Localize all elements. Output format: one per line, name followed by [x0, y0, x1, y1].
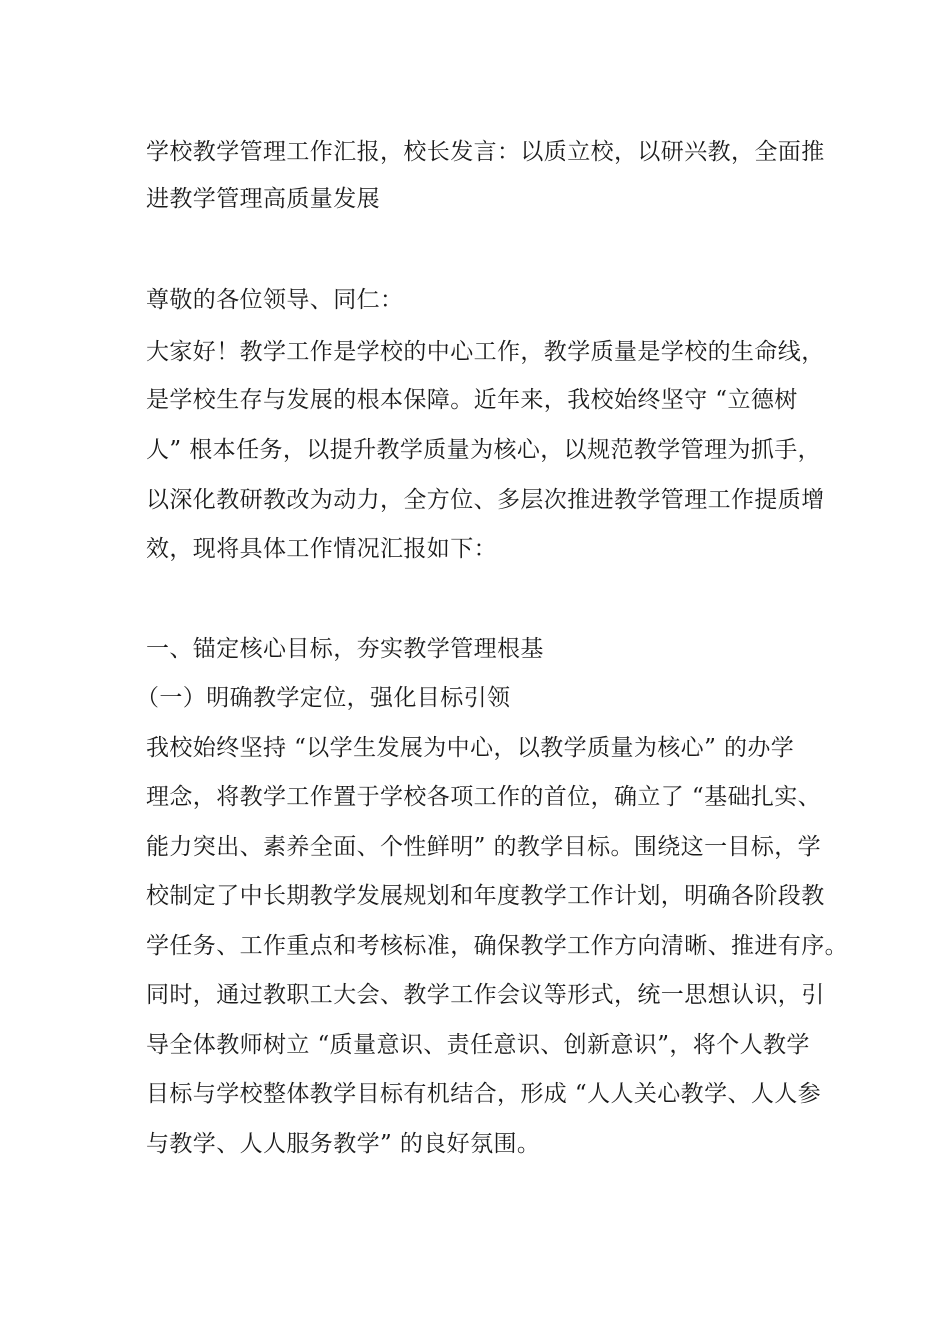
section-heading: 一、锚定核心目标，夯实教学管理根基 — [146, 636, 544, 662]
body-paragraph-line-5: 学任务、工作重点和考核标准，确保教学工作方向清晰、推进有序。 — [146, 933, 848, 959]
body-paragraph-line-6: 同时，通过教职工大会、教学工作会议等形式，统一思想认识，引 — [146, 982, 825, 1008]
body-paragraph-line-3: 能力突出、素养全面、个性鲜明” 的教学目标。围绕这一目标，学 — [146, 834, 822, 860]
body-paragraph-line-1: 我校始终坚持 “以学生发展为中心，以教学质量为核心” 的办学 — [146, 735, 795, 761]
intro-paragraph-line-4: 以深化教研教改为动力，全方位、多层次推进教学管理工作提质增 — [146, 487, 825, 513]
body-paragraph-line-9: 与教学、人人服务教学” 的良好氛围。 — [146, 1131, 541, 1157]
intro-paragraph-line-3: 人” 根本任务，以提升教学质量为核心，以规范教学管理为抓手， — [146, 437, 822, 463]
document-title-line-1: 学校教学管理工作汇报，校长发言：以质立校，以研兴教，全面推 — [146, 139, 825, 165]
body-paragraph-line-2: 理念，将教学工作置于学校各项工作的首位，确立了 “基础扎实、 — [146, 784, 822, 810]
body-paragraph-line-8: 目标与学校整体教学目标有机结合，形成 “人人关心教学、人人参 — [146, 1081, 822, 1107]
intro-paragraph-line-2: 是学校生存与发展的根本保障。近年来，我校始终坚守 “立德树 — [146, 387, 798, 413]
body-paragraph-line-7: 导全体教师树立 “质量意识、责任意识、创新意识”，将个人教学 — [146, 1032, 810, 1058]
greeting: 尊敬的各位领导、同仁： — [146, 287, 404, 313]
document-title-line-2: 进教学管理高质量发展 — [146, 186, 380, 212]
body-paragraph-line-4: 校制定了中长期教学发展规划和年度教学工作计划，明确各阶段教 — [146, 883, 825, 909]
subsection-heading: （一）明确教学定位，强化目标引领 — [136, 685, 511, 711]
intro-paragraph-line-5: 效，现将具体工作情况汇报如下： — [146, 536, 497, 562]
intro-paragraph-line-1: 大家好！教学工作是学校的中心工作，教学质量是学校的生命线， — [146, 339, 825, 365]
